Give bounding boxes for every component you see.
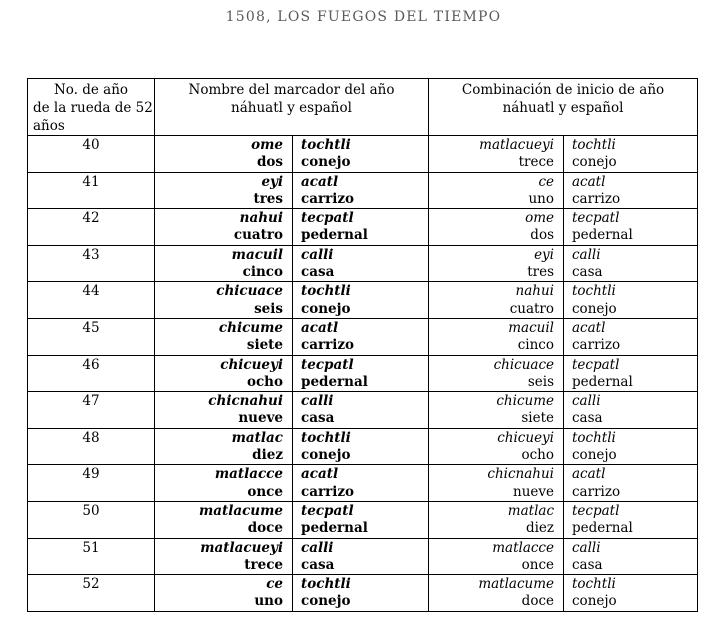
combo-number-nahuatl: chicnahui	[487, 466, 554, 483]
marker-number-nahuatl: macuil	[231, 246, 283, 263]
marker-name-nahuatl: acatl	[301, 319, 339, 336]
marker-number-nahuatl: nahui	[239, 210, 283, 227]
combo-name-spanish: carrizo	[572, 483, 621, 500]
marker-name-cell	[293, 318, 429, 355]
combo-number-nahuatl: chicuace	[493, 356, 554, 373]
marker-number-nahuatl: ome	[251, 137, 283, 153]
marker-number-spanish: cinco	[242, 264, 283, 281]
combo-number-cell	[429, 282, 564, 319]
year-cell	[28, 538, 155, 575]
year-wheel-table	[27, 78, 698, 612]
marker-name-cell	[293, 428, 429, 465]
marker-name-spanish: conejo	[301, 154, 351, 171]
marker-number-spanish: once	[247, 483, 283, 500]
marker-number-spanish: dos	[256, 154, 283, 171]
combo-number-spanish: uno	[528, 190, 554, 207]
header-year-line1: No. de año	[53, 82, 129, 98]
combo-name-nahuatl: acatl	[572, 319, 606, 336]
marker-name-spanish: casa	[301, 264, 335, 281]
table-row	[28, 172, 698, 209]
table-row	[28, 501, 698, 538]
year-cell	[28, 245, 155, 282]
combo-number-spanish: doce	[521, 593, 554, 610]
combo-name-spanish: pedernal	[572, 227, 633, 244]
combo-number-nahuatl: ome	[525, 210, 554, 227]
combo-number-spanish: seis	[527, 373, 554, 390]
marker-name-spanish: pedernal	[301, 520, 368, 537]
marker-name-cell	[293, 538, 429, 575]
marker-number-spanish: seis	[254, 300, 283, 317]
combo-name-nahuatl: tecpatl	[572, 502, 620, 519]
marker-name-nahuatl: tochtli	[301, 283, 351, 300]
year-number: 45	[82, 319, 100, 336]
marker-number-cell	[155, 501, 293, 538]
combo-name-spanish: pedernal	[572, 520, 633, 537]
marker-name-spanish: casa	[301, 410, 335, 427]
marker-name-nahuatl: tochtli	[301, 429, 351, 446]
marker-number-cell	[155, 172, 293, 209]
marker-name-cell	[293, 136, 429, 173]
combo-number-cell	[429, 245, 564, 282]
marker-number-spanish: nueve	[238, 410, 283, 427]
combo-number-nahuatl: ce	[538, 173, 554, 190]
marker-name-nahuatl: calli	[301, 393, 334, 410]
combo-name-nahuatl: tochtli	[572, 429, 616, 446]
header-year-col	[28, 79, 155, 136]
year-cell	[28, 209, 155, 246]
marker-number-cell	[155, 282, 293, 319]
marker-number-cell	[155, 245, 293, 282]
marker-number-nahuatl: chicnahui	[208, 393, 283, 410]
year-number: 44	[82, 283, 100, 300]
combo-name-spanish: casa	[572, 556, 603, 573]
year-cell	[28, 465, 155, 502]
year-number: 46	[82, 356, 100, 373]
year-number: 51	[82, 539, 100, 556]
combo-name-cell	[564, 282, 698, 319]
marker-number-nahuatl: chicueyi	[220, 356, 283, 373]
combo-number-spanish: siete	[521, 410, 554, 427]
marker-name-cell	[293, 575, 429, 612]
table-row	[28, 428, 698, 465]
table-row	[28, 136, 698, 173]
marker-name-cell	[293, 392, 429, 429]
table-row	[28, 245, 698, 282]
year-cell	[28, 575, 155, 612]
header-combo-line2: náhuatl y español	[502, 100, 624, 116]
marker-number-spanish: siete	[246, 337, 283, 354]
year-cell	[28, 136, 155, 173]
marker-number-nahuatl: chicume	[218, 319, 283, 336]
combo-name-spanish: casa	[572, 410, 603, 427]
marker-name-nahuatl: calli	[301, 539, 334, 556]
table-header-row	[28, 79, 698, 136]
header-marker-col	[155, 79, 429, 136]
combo-name-cell	[564, 136, 698, 173]
marker-number-nahuatl: matlac	[231, 429, 283, 446]
table-row	[28, 575, 698, 612]
year-cell	[28, 392, 155, 429]
combo-number-nahuatl: chicume	[496, 393, 554, 410]
combo-name-cell	[564, 501, 698, 538]
combo-name-cell	[564, 392, 698, 429]
year-number: 43	[82, 246, 100, 263]
combo-name-spanish: pedernal	[572, 373, 633, 390]
combo-name-spanish: conejo	[572, 300, 617, 317]
combo-number-spanish: nueve	[513, 483, 554, 500]
combo-number-cell	[429, 209, 564, 246]
marker-name-spanish: conejo	[301, 593, 351, 610]
marker-name-spanish: casa	[301, 556, 335, 573]
marker-name-spanish: carrizo	[301, 190, 354, 207]
combo-name-nahuatl: tochtli	[572, 137, 616, 153]
combo-name-cell	[564, 538, 698, 575]
year-cell	[28, 501, 155, 538]
marker-name-nahuatl: tecpatl	[301, 210, 354, 227]
combo-name-nahuatl: tecpatl	[572, 356, 620, 373]
marker-number-cell	[155, 136, 293, 173]
combo-number-cell	[429, 172, 564, 209]
marker-name-cell	[293, 282, 429, 319]
year-number: 48	[82, 429, 100, 446]
marker-number-cell	[155, 209, 293, 246]
table-row	[28, 538, 698, 575]
header-year-line2: de la rueda de 52	[33, 100, 153, 116]
table-row	[28, 465, 698, 502]
year-cell	[28, 318, 155, 355]
table-body	[28, 136, 698, 612]
combo-number-spanish: cuatro	[509, 300, 554, 317]
combo-name-cell	[564, 245, 698, 282]
year-number: 52	[82, 576, 100, 593]
marker-number-cell	[155, 538, 293, 575]
header-marker-line1: Nombre del marcador del año	[188, 82, 395, 98]
marker-name-nahuatl: tecpatl	[301, 356, 354, 373]
marker-name-spanish: pedernal	[301, 373, 368, 390]
combo-number-cell	[429, 355, 564, 392]
combo-number-cell	[429, 392, 564, 429]
marker-number-spanish: cuatro	[233, 227, 283, 244]
year-number: 47	[82, 393, 100, 410]
combo-number-cell	[429, 428, 564, 465]
combo-number-nahuatl: eyi	[534, 246, 554, 263]
table-row	[28, 355, 698, 392]
marker-number-cell	[155, 355, 293, 392]
marker-name-cell	[293, 209, 429, 246]
marker-number-spanish: tres	[253, 190, 283, 207]
marker-number-cell	[155, 465, 293, 502]
combo-name-cell	[564, 318, 698, 355]
combo-number-nahuatl: matlacume	[478, 576, 554, 593]
marker-number-nahuatl: ce	[266, 576, 283, 593]
marker-name-cell	[293, 355, 429, 392]
combo-number-cell	[429, 136, 564, 173]
combo-number-spanish: ocho	[521, 447, 554, 464]
table-row	[28, 318, 698, 355]
year-number: 42	[82, 210, 100, 227]
marker-name-spanish: conejo	[301, 447, 351, 464]
marker-number-spanish: diez	[252, 447, 283, 464]
marker-number-nahuatl: eyi	[261, 173, 283, 190]
combo-number-nahuatl: matlac	[507, 502, 554, 519]
combo-number-spanish: once	[521, 556, 554, 573]
combo-name-spanish: conejo	[572, 593, 617, 610]
marker-number-spanish: doce	[247, 520, 283, 537]
marker-name-nahuatl: tochtli	[301, 137, 351, 153]
combo-number-nahuatl: macuil	[508, 319, 554, 336]
header-marker-line2: náhuatl y español	[231, 100, 352, 116]
marker-name-spanish: carrizo	[301, 337, 354, 354]
year-cell	[28, 172, 155, 209]
year-cell	[28, 282, 155, 319]
combo-name-nahuatl: calli	[572, 539, 601, 556]
marker-name-nahuatl: acatl	[301, 466, 339, 483]
marker-number-cell	[155, 318, 293, 355]
header-combo-line1: Combinación de inicio de año	[461, 82, 665, 98]
combo-number-nahuatl: nahui	[515, 283, 554, 300]
combo-name-nahuatl: acatl	[572, 466, 606, 483]
marker-number-nahuatl: matlacueyi	[200, 539, 283, 556]
marker-number-spanish: ocho	[246, 373, 283, 390]
combo-number-nahuatl: matlacueyi	[479, 137, 554, 153]
marker-name-nahuatl: acatl	[301, 173, 339, 190]
marker-name-cell	[293, 172, 429, 209]
year-cell	[28, 428, 155, 465]
marker-number-cell	[155, 575, 293, 612]
combo-number-cell	[429, 538, 564, 575]
combo-name-spanish: conejo	[572, 447, 617, 464]
combo-number-cell	[429, 465, 564, 502]
combo-number-spanish: trece	[518, 154, 554, 171]
marker-name-nahuatl: tecpatl	[301, 502, 354, 519]
combo-name-spanish: casa	[572, 264, 603, 281]
combo-name-nahuatl: calli	[572, 246, 601, 263]
marker-number-cell	[155, 392, 293, 429]
header-combo-col	[429, 79, 698, 136]
year-number: 49	[82, 466, 100, 483]
combo-name-nahuatl: calli	[572, 393, 601, 410]
combo-number-spanish: tres	[527, 264, 554, 281]
marker-name-spanish: conejo	[301, 300, 351, 317]
marker-number-cell	[155, 428, 293, 465]
header-year-line3: años	[33, 118, 65, 134]
combo-name-nahuatl: tecpatl	[572, 210, 620, 227]
combo-number-cell	[429, 501, 564, 538]
table-row	[28, 209, 698, 246]
combo-name-spanish: carrizo	[572, 190, 621, 207]
marker-name-cell	[293, 501, 429, 538]
marker-name-nahuatl: tochtli	[301, 576, 351, 593]
marker-number-nahuatl: chicuace	[216, 283, 283, 300]
marker-name-spanish: carrizo	[301, 483, 354, 500]
combo-name-spanish: conejo	[572, 154, 617, 171]
combo-number-spanish: dos	[530, 227, 554, 244]
year-cell	[28, 355, 155, 392]
year-number: 50	[82, 502, 100, 519]
combo-name-spanish: carrizo	[572, 337, 621, 354]
combo-name-cell	[564, 428, 698, 465]
page-title: 1508, LOS FUEGOS DEL TIEMPO	[225, 9, 502, 25]
combo-name-nahuatl: tochtli	[572, 576, 616, 593]
combo-number-spanish: cinco	[517, 337, 554, 354]
year-number: 41	[82, 173, 100, 190]
table-row	[28, 282, 698, 319]
marker-number-spanish: trece	[244, 556, 283, 573]
marker-name-nahuatl: calli	[301, 246, 334, 263]
combo-name-cell	[564, 355, 698, 392]
marker-number-spanish: uno	[254, 593, 283, 610]
table-row	[28, 392, 698, 429]
combo-name-cell	[564, 575, 698, 612]
combo-name-nahuatl: tochtli	[572, 283, 616, 300]
combo-name-cell	[564, 172, 698, 209]
marker-number-nahuatl: matlacce	[214, 466, 283, 483]
marker-name-cell	[293, 465, 429, 502]
marker-name-cell	[293, 245, 429, 282]
combo-name-cell	[564, 465, 698, 502]
marker-name-spanish: pedernal	[301, 227, 368, 244]
combo-number-nahuatl: matlacce	[492, 539, 554, 556]
combo-name-nahuatl: acatl	[572, 173, 606, 190]
combo-number-nahuatl: chicueyi	[497, 429, 554, 446]
combo-name-cell	[564, 209, 698, 246]
marker-number-nahuatl: matlacume	[198, 502, 283, 519]
combo-number-cell	[429, 318, 564, 355]
combo-number-spanish: diez	[525, 520, 554, 537]
year-number: 40	[82, 137, 100, 153]
combo-number-cell	[429, 575, 564, 612]
